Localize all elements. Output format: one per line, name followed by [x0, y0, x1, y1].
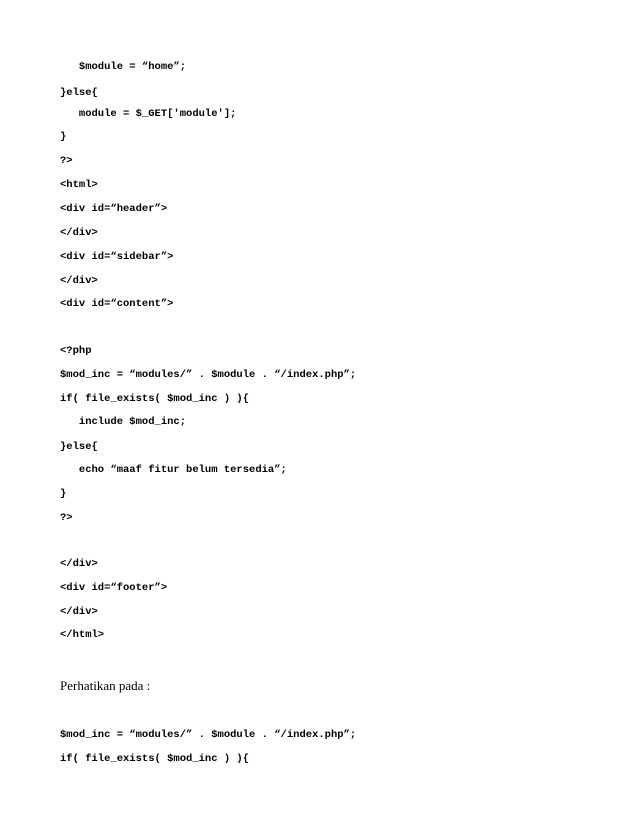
code-line: $mod_inc = “modules/” . $module . “/index.php”;	[60, 729, 357, 741]
code-line: </html>	[60, 629, 105, 641]
code-line: }	[60, 488, 67, 500]
code-line: module = $_GET['module'];	[60, 108, 237, 120]
code-line: if( file_exists( $mod_inc ) ){	[60, 753, 250, 765]
paragraph-text: Perhatikan pada :	[60, 678, 151, 693]
code-line: }	[60, 131, 67, 143]
code-line: <html>	[60, 179, 98, 191]
code-line: $module = “home”;	[60, 61, 187, 73]
code-line: $mod_inc = “modules/” . $module . “/index.php”;	[60, 369, 357, 381]
code-line: if( file_exists( $mod_inc ) ){	[60, 393, 250, 405]
code-line: ?>	[60, 155, 73, 167]
code-line: <?php	[60, 345, 92, 357]
code-line: <div id=“footer”>	[60, 582, 168, 594]
code-line: include $mod_inc;	[60, 416, 187, 428]
code-line: </div>	[60, 275, 98, 287]
code-line: echo “maaf fitur belum tersedia”;	[60, 464, 287, 476]
code-line: <div id=“content”>	[60, 298, 174, 310]
code-line: ?>	[60, 512, 73, 524]
code-line: }else{	[60, 87, 98, 99]
code-line: }else{	[60, 441, 98, 453]
code-line: <div id=“header”>	[60, 203, 168, 215]
code-line: </div>	[60, 227, 98, 239]
code-line: </div>	[60, 558, 98, 570]
code-line: <div id=“sidebar”>	[60, 251, 174, 263]
code-line: </div>	[60, 606, 98, 618]
